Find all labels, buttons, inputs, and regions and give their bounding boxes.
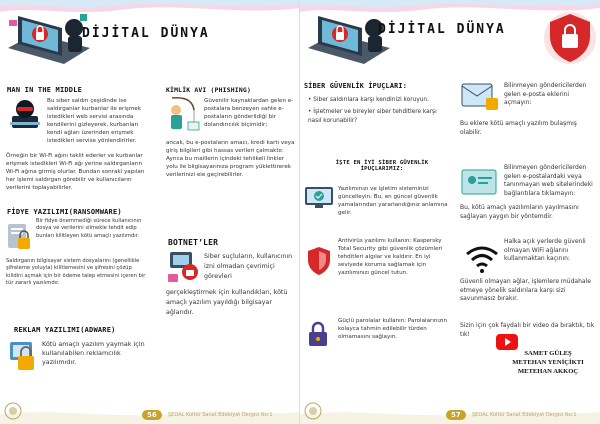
tips-bullet-2: • İşletmeler ve bireyler siber tehditlere karşı nasıl korunabilir? [308,109,437,124]
tips-bullet-1: • Siber saldırılara karşı kendinizi koruyun. [308,97,429,103]
page-57 [300,0,600,424]
author-name: SAMET GÜLEŞ [524,350,572,357]
page-number: 56 [142,410,162,420]
mitm-side-text: Bu siber saldırı çeşidinde ise saldırganlar kurbanlar ile erişmek istedikleri web servisi arasında kendilerini gizleyerek, kurbanları kendi ağları üzerinden erişmek istedikleri servise yönlendirirler. [47,98,141,144]
author-list [496,350,600,377]
ransomware-body-text: Saldırganın bilgisayar sistem dosyalarını (genellikle şifreleme yoluyla) kilitlemesini ve şifresini çözüp kilidini açmak için bir ödeme talep etmesini içeren bir tür zararlı yazılımdır. [6,258,146,287]
mitm-body-text: Örneğin bir Wi-Fi ağını taklit ederler ve kurbanlar erişmek istedikleri Wi-Fi ağı yerine saldırganların Wi-Fi ağına girmiş olurlar. Bundan sonraki yapılan her işlemi saldırgan görebilir ve kullanıcıların verilerini toplayabilirler. [6,153,145,191]
botnet-icon [166,248,202,284]
phishing-icon [166,96,200,134]
magazine-logo-icon [4,402,22,420]
tips-bullet-1-text: Siber saldırılara karşı kendinizi koruyun. [313,97,429,103]
adware-body-text: Kötü amaçlı yazılım yaymak için kullanılabilen reklamcılık yazılımıdır. [42,340,145,367]
youtube-play-icon[interactable] [496,334,518,350]
botnet-body-text: gerçekleştirmek için kullandıkları, kötü amaçlı yazılım yayıldığı bilgisayar ağlarıdır. [166,289,288,316]
mitm-heading: MAN IN THE MIDDLE [7,86,83,94]
author-name: METEHAN YENİÇİKTI [512,358,584,366]
phishing-heading: KİMLİK AVI (PHISHING) [166,86,251,94]
col2-tip-2-body: Bu, kötü amaçlı yazılımların yayılmasını sağlayan yaygın bir yöntemdir. [460,204,579,220]
magazine-logo-icon [304,402,322,420]
phishing-side-text: Güvenilir kaynaklardan gelen e-postalara benzeyen sahte e-postaların gönderildiği bir dolandırıcılık biçimidir; [204,98,294,128]
antivirus-shield-icon [306,246,332,276]
suspicious-link-icon [460,168,500,200]
footer-text: ŞEDAL Kültür Sanat Edebiyat Dergisi No:1 [168,412,273,418]
update-monitor-icon [304,186,334,210]
phishing-body-text: ancak, bu e-postaların amacı, kredi kartı veya giriş bilgileri gibi hassas verileri çalmaktır. Ayrıca bu maillerin içindeki tehlikeli linkler yolu ile bilgisayarınıza program yüklettirerek verilerinizi ele geçirebilirler. [166,140,295,178]
col2-tip-3-side: Halka açık yerlerde güvenli olmayan WiFi ağlarını kullanmaktan kaçının: [504,238,586,263]
page-number: 57 [446,410,466,420]
tip-antivirus-text: Antivirüs yazılımı kullanın: Kaspersky Total Security gibi güvenlik çözümleri tehditleri algılar ve kaldırır. En iyi seviyede koruma sağlamak için yazılımınızı güncel tutun. [338,238,443,276]
page-title: DİJİTAL DÜNYA [82,26,210,41]
ransomware-side-text: Bir fidye önemmediği sürece kullanıcının dosya ve verilerini silmekle tehdit edip bunları kilitleyen kötü amaçlı yazılımdır. [36,218,142,239]
hacker-laptop-illustration [4,8,92,70]
botnet-side-text: Siber suçluların, kullanıcının izni olmadan çevrimiçi görevleri [204,253,293,280]
hacker-laptop-illustration [304,8,392,70]
adware-icon [8,340,38,372]
page-title: DİJİTAL DÜNYA [378,22,506,37]
tips-bullet-2-text: İşletmeler ve bireyler siber tehditlere karşı nasıl korunabilir? [308,109,437,124]
hacker-icon [8,96,42,130]
footer-text: ŞEDAL Kültür Sanat Edebiyat Dergisi No:1 [472,412,577,418]
video-text: Sizin için çok faydalı bir video da bıraktık, tık tık! [460,322,595,338]
author-name: METEHAN AKKOÇ [517,367,579,375]
tips-heading: SİBER GÜVENLİK İPUÇLARI: [304,82,408,90]
shield-lock-illustration [538,6,598,66]
adware-heading: REKLAM YAZILIMI(ADWARE) [14,326,116,334]
tip-password-text: Güçlü parolalar kullanın: Parolalarınızın kolayca tahmin edilebilir türden olmamasını sağlayın. [338,318,448,340]
email-attachment-icon [460,80,500,114]
col2-tip-2-side: Bilinmeyen göndericilerden gelen e-postalardaki veya tanınmayan web sitelerindeki bağlantılara tıklamayın: [504,164,593,197]
col2-tip-3-body: Güvenli olmayan ağlar, işlemlere müdahale etmeye yönelik saldırılara karşı sizi savunmasız bırakır. [460,278,591,303]
col2-tip-1-side: Bilinmeyen göndericilerden gelen e-posta eklerini açmayın: [504,82,587,107]
ransomware-icon [6,222,32,252]
ransomware-heading: FİDYE YAZILIMI(RANSOMWARE) [7,208,122,216]
tip-update-text: Yazılımınızı ve işletim sisteminizi güncelleyin: Bu, en güncel güvenlik yamalarından yararlandığınız anlamına gelir. [338,186,448,216]
wifi-icon [464,242,500,274]
top-tips-heading: İŞTE EN İYİ SİBER GÜVENLİK İPUÇLARIMIZ: [335,160,429,172]
password-lock-icon [306,320,330,348]
col2-tip-1-body: Bu eklere kötü amaçlı yazılım bulaşmış olabilir. [460,120,577,136]
botnet-heading: BOTNET’LER [168,238,219,247]
